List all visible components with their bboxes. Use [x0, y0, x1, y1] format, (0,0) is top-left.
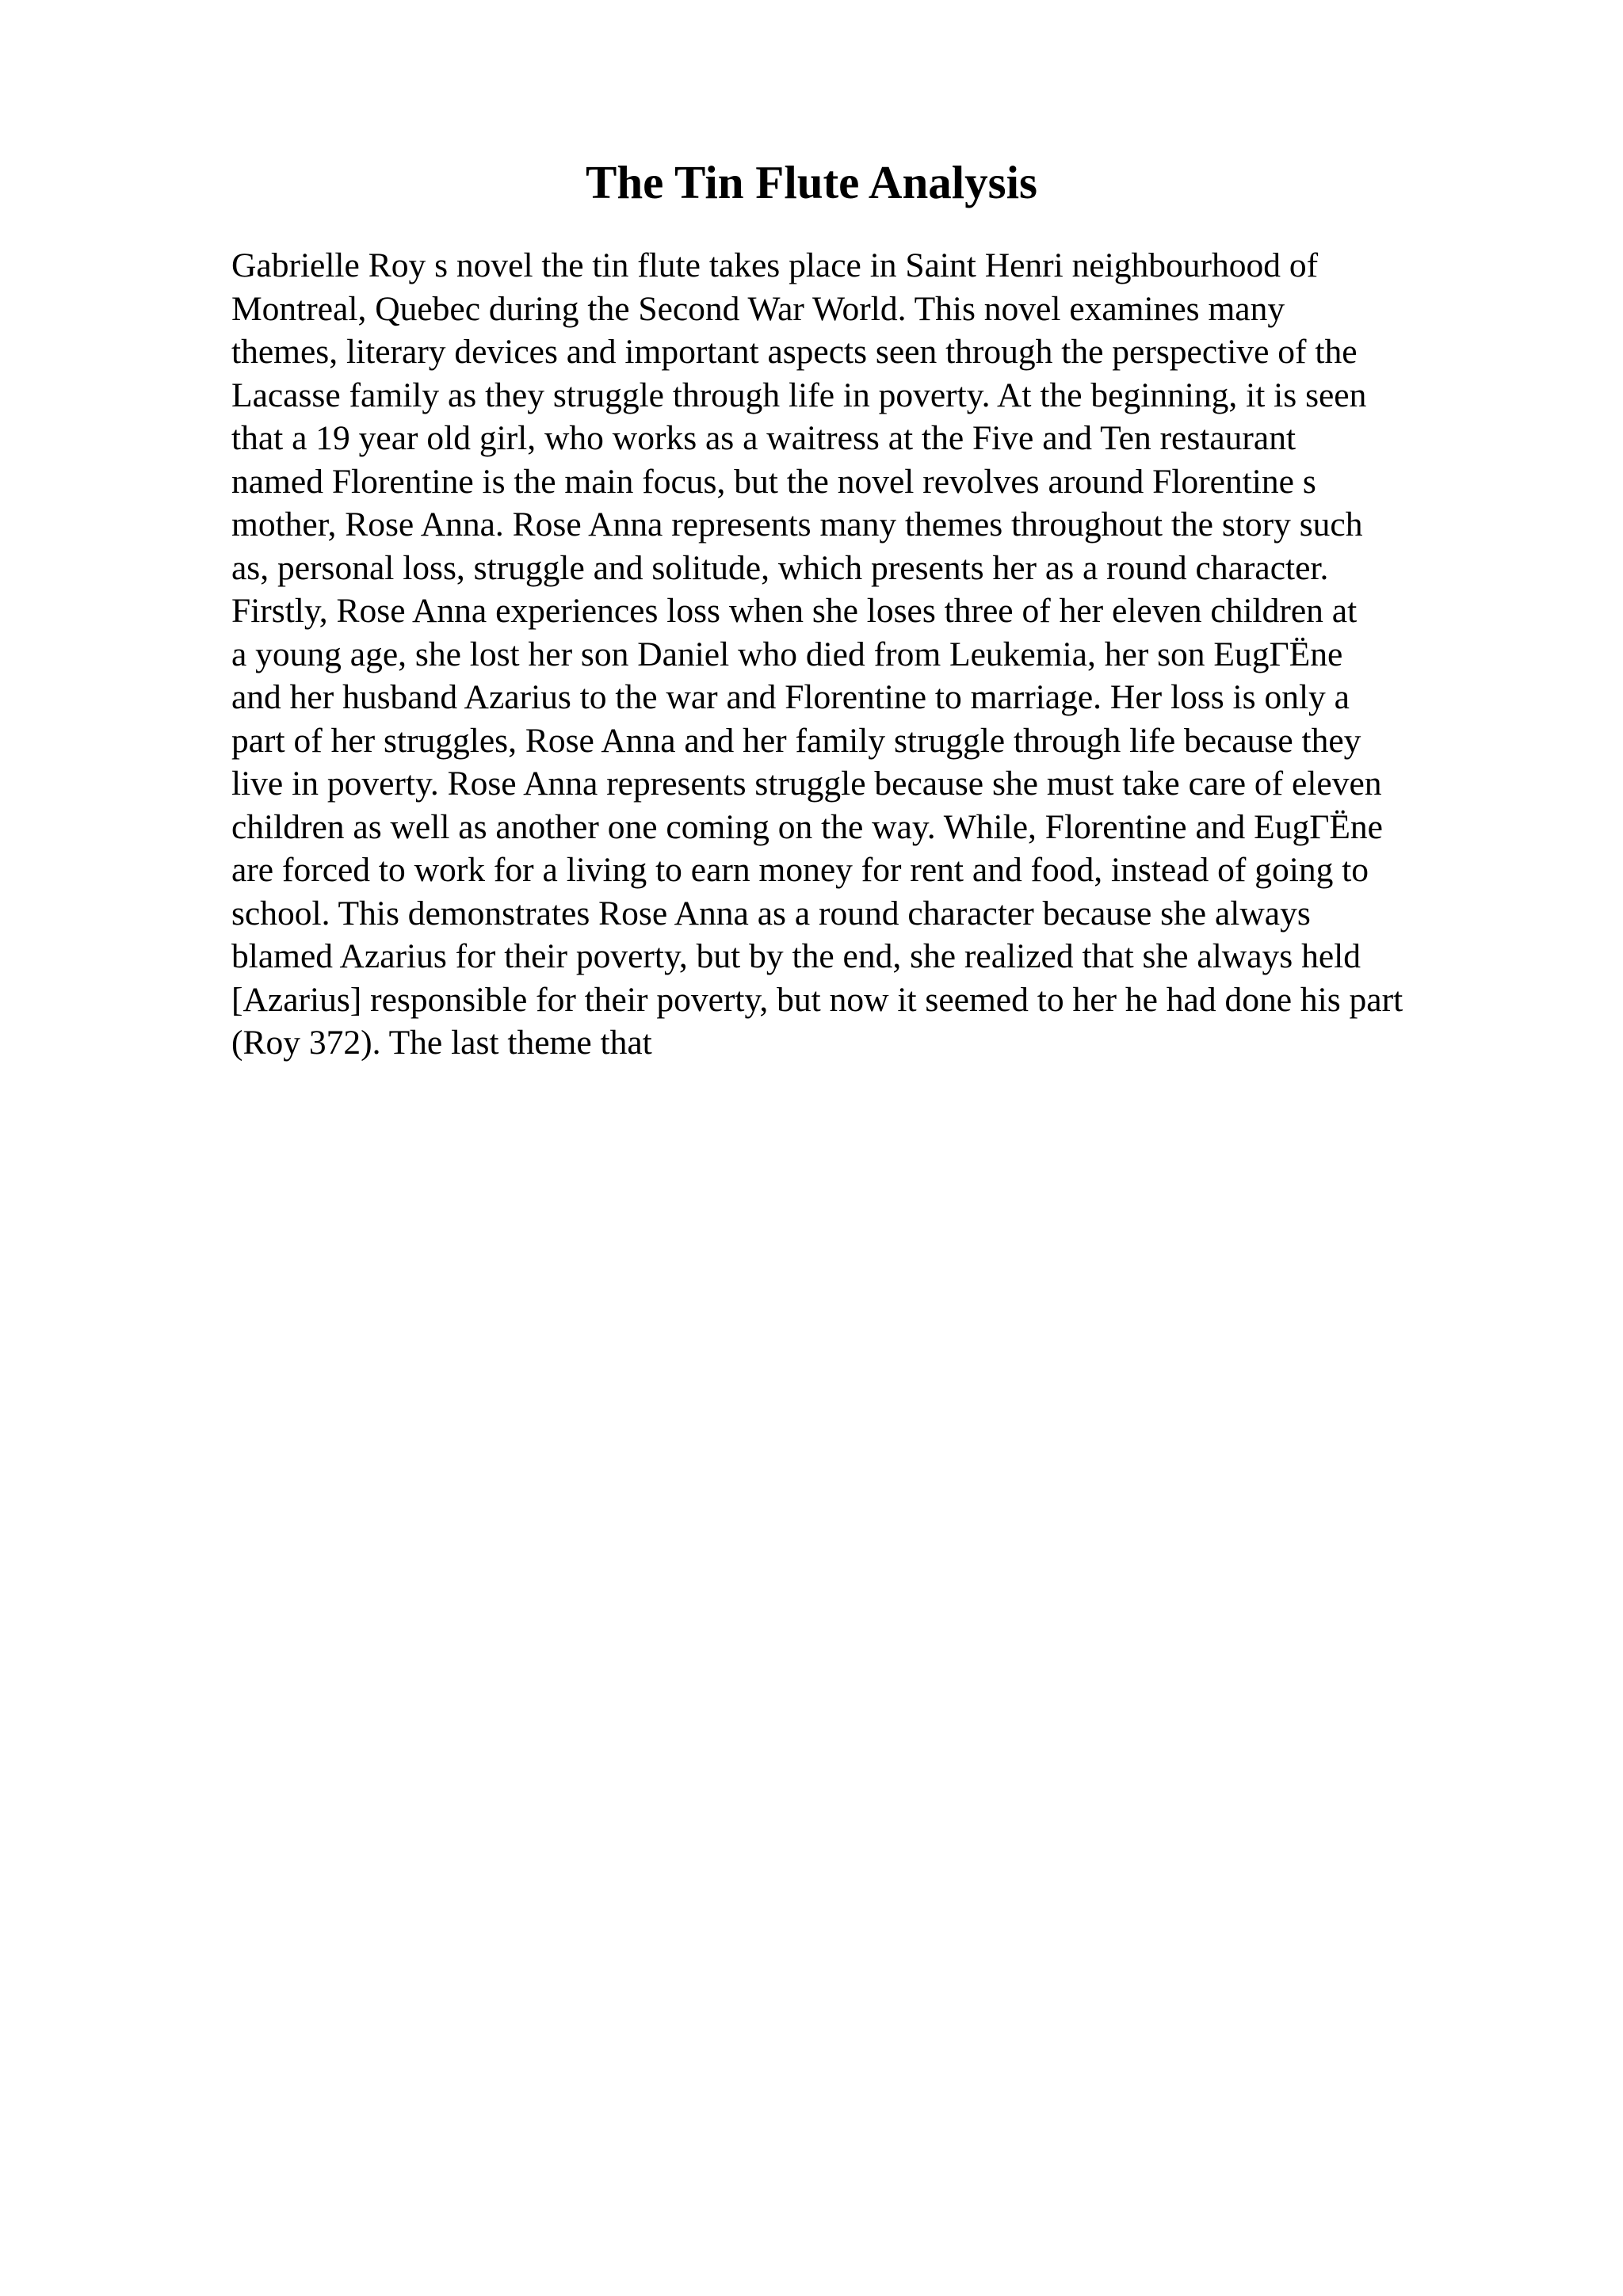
body-line-1: Gabrielle Roy s novel the tin flute takes place in Saint Henri neighbourhood of — [231, 246, 1319, 284]
body-line-11: and her husband Azarius to the war and Florentine to marriage. Her loss is only a — [231, 678, 1350, 716]
body-line-6: named Florentine is the main focus, but the novel revolves around Florentine s — [231, 462, 1316, 501]
body-line-7: mother, Rose Anna. Rose Anna represents many themes throughout the story such — [231, 505, 1363, 543]
body-line-8: as, personal loss, struggle and solitude, which presents her as a round character. — [231, 548, 1329, 587]
body-line-12: part of her struggles, Rose Anna and her family struggle through life because they — [231, 721, 1361, 760]
document-body — [231, 244, 1499, 1065]
body-line-3: themes, literary devices and important aspects seen through the perspective of the — [231, 333, 1358, 371]
body-line-9: Firstly, Rose Anna experiences loss when she loses three of her eleven children at — [231, 592, 1358, 630]
body-line-5: that a 19 year old girl, who works as a waitress at the Five and Ten restaurant — [231, 419, 1296, 457]
body-line-14: children as well as another one coming on the way. While, Florentine and EugΓËne — [231, 807, 1383, 846]
body-line-13: live in poverty. Rose Anna represents struggle because she must take care of eleven — [231, 765, 1382, 803]
body-line-19: (Roy 372). The last theme that — [231, 1024, 652, 1062]
body-line-2: Montreal, Quebec during the Second War World. This novel examines many — [231, 289, 1285, 328]
body-line-16: school. This demonstrates Rose Anna as a round character because she always — [231, 894, 1311, 933]
body-line-10: a young age, she lost her son Daniel who died from Leukemia, her son EugΓËne — [231, 635, 1343, 673]
body-line-15: are forced to work for a living to earn money for rent and food, instead of going to — [231, 851, 1369, 889]
body-line-17: blamed Azarius for their poverty, but by the end, she realized that she always held — [231, 937, 1361, 975]
body-line-18: [Azarius] responsible for their poverty, but now it seemed to her he had done his part — [231, 980, 1403, 1019]
document-title: The Tin Flute Analysis — [586, 156, 1037, 208]
body-line-4: Lacasse family as they struggle through life in poverty. At the beginning, it is seen — [231, 376, 1367, 414]
